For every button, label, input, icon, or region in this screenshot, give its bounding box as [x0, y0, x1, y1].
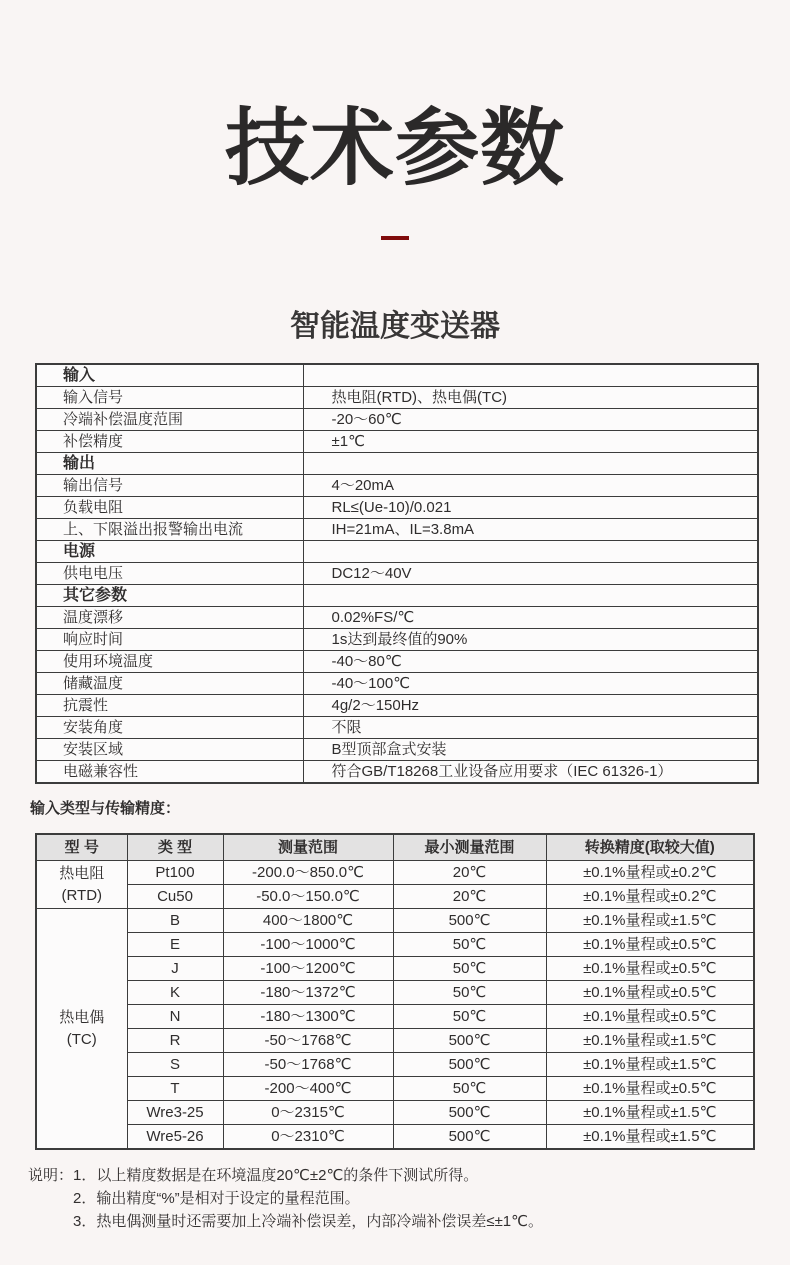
measure-range-cell: -200～400℃: [223, 1077, 393, 1101]
min-range-cell: 20℃: [393, 885, 546, 909]
spec-item-row: [36, 651, 758, 673]
spec-label: 补偿精度: [36, 431, 303, 453]
min-range-cell: 500℃: [393, 1125, 546, 1150]
accuracy-cell: ±0.1%量程或±1.5℃: [546, 1125, 754, 1150]
spec-value: 不限: [303, 717, 758, 739]
accuracy-row: [36, 1077, 754, 1101]
spec-label: 输入信号: [36, 387, 303, 409]
spec-item-row: [36, 739, 758, 761]
notes: [28, 1164, 768, 1233]
sensor-type-cell: Wre5-26: [127, 1125, 223, 1150]
spec-value: IH=21mA、IL=3.8mA: [303, 519, 758, 541]
accuracy-column-header: 类 型: [127, 834, 223, 861]
spec-item-row: [36, 431, 758, 453]
spec-label: 抗震性: [36, 695, 303, 717]
measure-range-cell: -100～1000℃: [223, 933, 393, 957]
sensor-type-cell: Wre3-25: [127, 1101, 223, 1125]
spec-item-row: [36, 629, 758, 651]
spec-item-row: [36, 607, 758, 629]
min-range-cell: 20℃: [393, 861, 546, 885]
accuracy-cell: ±0.1%量程或±0.5℃: [546, 933, 754, 957]
accuracy-row: [36, 861, 754, 885]
sensor-type-cell: Pt100: [127, 861, 223, 885]
measure-range-cell: -50～1768℃: [223, 1053, 393, 1077]
spec-item-row: [36, 519, 758, 541]
spec-section-row: [36, 453, 758, 475]
accuracy-cell: ±0.1%量程或±1.5℃: [546, 1053, 754, 1077]
spec-value: -40～80℃: [303, 651, 758, 673]
spec-item-row: [36, 673, 758, 695]
accuracy-row: [36, 957, 754, 981]
spec-value: [303, 453, 758, 475]
min-range-cell: 50℃: [393, 1005, 546, 1029]
accuracy-cell: ±0.1%量程或±0.2℃: [546, 885, 754, 909]
measure-range-cell: 400～1800℃: [223, 909, 393, 933]
spec-label: 上、下限溢出报警输出电流: [36, 519, 303, 541]
spec-value: 4～20mA: [303, 475, 758, 497]
spec-value: DC12～40V: [303, 563, 758, 585]
spec-label: 温度漂移: [36, 607, 303, 629]
min-range-cell: 50℃: [393, 957, 546, 981]
spec-label: 输出信号: [36, 475, 303, 497]
spec-label: 安装区域: [36, 739, 303, 761]
sensor-type-cell: N: [127, 1005, 223, 1029]
spec-label: 冷端补偿温度范围: [36, 409, 303, 431]
spec-value: ±1℃: [303, 431, 758, 453]
notes-prefix: 说明：: [28, 1167, 74, 1184]
spec-label: 使用环境温度: [36, 651, 303, 673]
spec-value: 0.02%FS/℃: [303, 607, 758, 629]
spec-label: 其它参数: [36, 585, 303, 607]
min-range-cell: 50℃: [393, 981, 546, 1005]
spec-label: 输入: [36, 364, 303, 387]
sensor-type-cell: K: [127, 981, 223, 1005]
accuracy-row: [36, 1005, 754, 1029]
accuracy-header-row: [36, 834, 754, 861]
spec-label: 储藏温度: [36, 673, 303, 695]
min-range-cell: 50℃: [393, 1077, 546, 1101]
sensor-model-cell: 热电偶 (TC): [36, 909, 127, 1150]
sensor-type-cell: S: [127, 1053, 223, 1077]
measure-range-cell: 0～2310℃: [223, 1125, 393, 1150]
spec-value: [303, 585, 758, 607]
accuracy-column-header: 测量范围: [223, 834, 393, 861]
accuracy-row: [36, 909, 754, 933]
spec-section-row: [36, 541, 758, 563]
accuracy-table: [35, 833, 755, 1150]
spec-table: [35, 363, 759, 784]
accuracy-column-header: 转换精度(取较大值): [546, 834, 754, 861]
measure-range-cell: -100～1200℃: [223, 957, 393, 981]
spec-label: 供电电压: [36, 563, 303, 585]
spec-label: 输出: [36, 453, 303, 475]
note-line: [73, 1210, 768, 1233]
sensor-model-cell: 热电阻 (RTD): [36, 861, 127, 909]
spec-label: 响应时间: [36, 629, 303, 651]
min-range-cell: 500℃: [393, 909, 546, 933]
measure-range-cell: -50～1768℃: [223, 1029, 393, 1053]
spec-item-row: [36, 387, 758, 409]
spec-label: 电源: [36, 541, 303, 563]
spec-value: [303, 364, 758, 387]
min-range-cell: 500℃: [393, 1101, 546, 1125]
spec-value: 符合GB/T18268工业设备应用要求（IEC 61326-1）: [303, 761, 758, 784]
min-range-cell: 50℃: [393, 933, 546, 957]
accuracy-cell: ±0.1%量程或±0.5℃: [546, 1005, 754, 1029]
spec-label: 电磁兼容性: [36, 761, 303, 784]
measure-range-cell: -200.0～850.0℃: [223, 861, 393, 885]
min-range-cell: 500℃: [393, 1053, 546, 1077]
spec-value: RL≤(Ue-10)/0.021: [303, 497, 758, 519]
note-item-text: 1．以上精度数据是在环境温度20℃±2℃的条件下测试所得。: [73, 1167, 479, 1184]
spec-label: 负载电阻: [36, 497, 303, 519]
measure-range-cell: -50.0～150.0℃: [223, 885, 393, 909]
accuracy-cell: ±0.1%量程或±0.5℃: [546, 981, 754, 1005]
sensor-type-cell: R: [127, 1029, 223, 1053]
spec-item-row: [36, 475, 758, 497]
accuracy-cell: ±0.1%量程或±1.5℃: [546, 909, 754, 933]
accent-dash: [381, 236, 409, 240]
page-title: 技术参数: [224, 101, 565, 195]
spec-value: -40～100℃: [303, 673, 758, 695]
spec-item-row: [36, 695, 758, 717]
spec-item-row: [36, 761, 758, 784]
accuracy-section-label: 输入类型与传输精度：: [30, 800, 181, 817]
measure-range-cell: 0～2315℃: [223, 1101, 393, 1125]
accuracy-cell: ±0.1%量程或±0.5℃: [546, 957, 754, 981]
accuracy-cell: ±0.1%量程或±1.5℃: [546, 1101, 754, 1125]
note-line: [28, 1164, 768, 1187]
spec-item-row: [36, 497, 758, 519]
spec-section-row: [36, 585, 758, 607]
accuracy-column-header: 最小测量范围: [393, 834, 546, 861]
min-range-cell: 500℃: [393, 1029, 546, 1053]
sensor-type-cell: J: [127, 957, 223, 981]
spec-value: 4g/2～150Hz: [303, 695, 758, 717]
spec-item-row: [36, 409, 758, 431]
spec-item-row: [36, 717, 758, 739]
accuracy-row: [36, 1101, 754, 1125]
accuracy-cell: ±0.1%量程或±0.2℃: [546, 861, 754, 885]
note-item-text: 2．输出精度“%”是相对于设定的量程范围。: [73, 1190, 360, 1207]
accuracy-row: [36, 981, 754, 1005]
spec-section-row: [36, 364, 758, 387]
accuracy-row: [36, 933, 754, 957]
accuracy-cell: ±0.1%量程或±0.5℃: [546, 1077, 754, 1101]
spec-item-row: [36, 563, 758, 585]
spec-label: 安装角度: [36, 717, 303, 739]
spec-value: B型顶部盒式安装: [303, 739, 758, 761]
sensor-type-cell: B: [127, 909, 223, 933]
accuracy-row: [36, 1053, 754, 1077]
sensor-type-cell: E: [127, 933, 223, 957]
sensor-type-cell: T: [127, 1077, 223, 1101]
spec-value: 1s达到最终值的90%: [303, 629, 758, 651]
accuracy-column-header: 型 号: [36, 834, 127, 861]
accuracy-row: [36, 1029, 754, 1053]
spec-value: [303, 541, 758, 563]
product-name: 智能温度变送器: [290, 310, 500, 343]
note-item-text: 3．热电偶测量时还需要加上冷端补偿误差，内部冷端补偿误差≤±1℃。: [73, 1213, 543, 1230]
measure-range-cell: -180～1372℃: [223, 981, 393, 1005]
accuracy-cell: ±0.1%量程或±1.5℃: [546, 1029, 754, 1053]
spec-value: 热电阻(RTD)、热电偶(TC): [303, 387, 758, 409]
measure-range-cell: -180～1300℃: [223, 1005, 393, 1029]
accuracy-row: [36, 885, 754, 909]
note-line: [73, 1187, 768, 1210]
accuracy-row: [36, 1125, 754, 1150]
sensor-type-cell: Cu50: [127, 885, 223, 909]
spec-value: -20～60℃: [303, 409, 758, 431]
